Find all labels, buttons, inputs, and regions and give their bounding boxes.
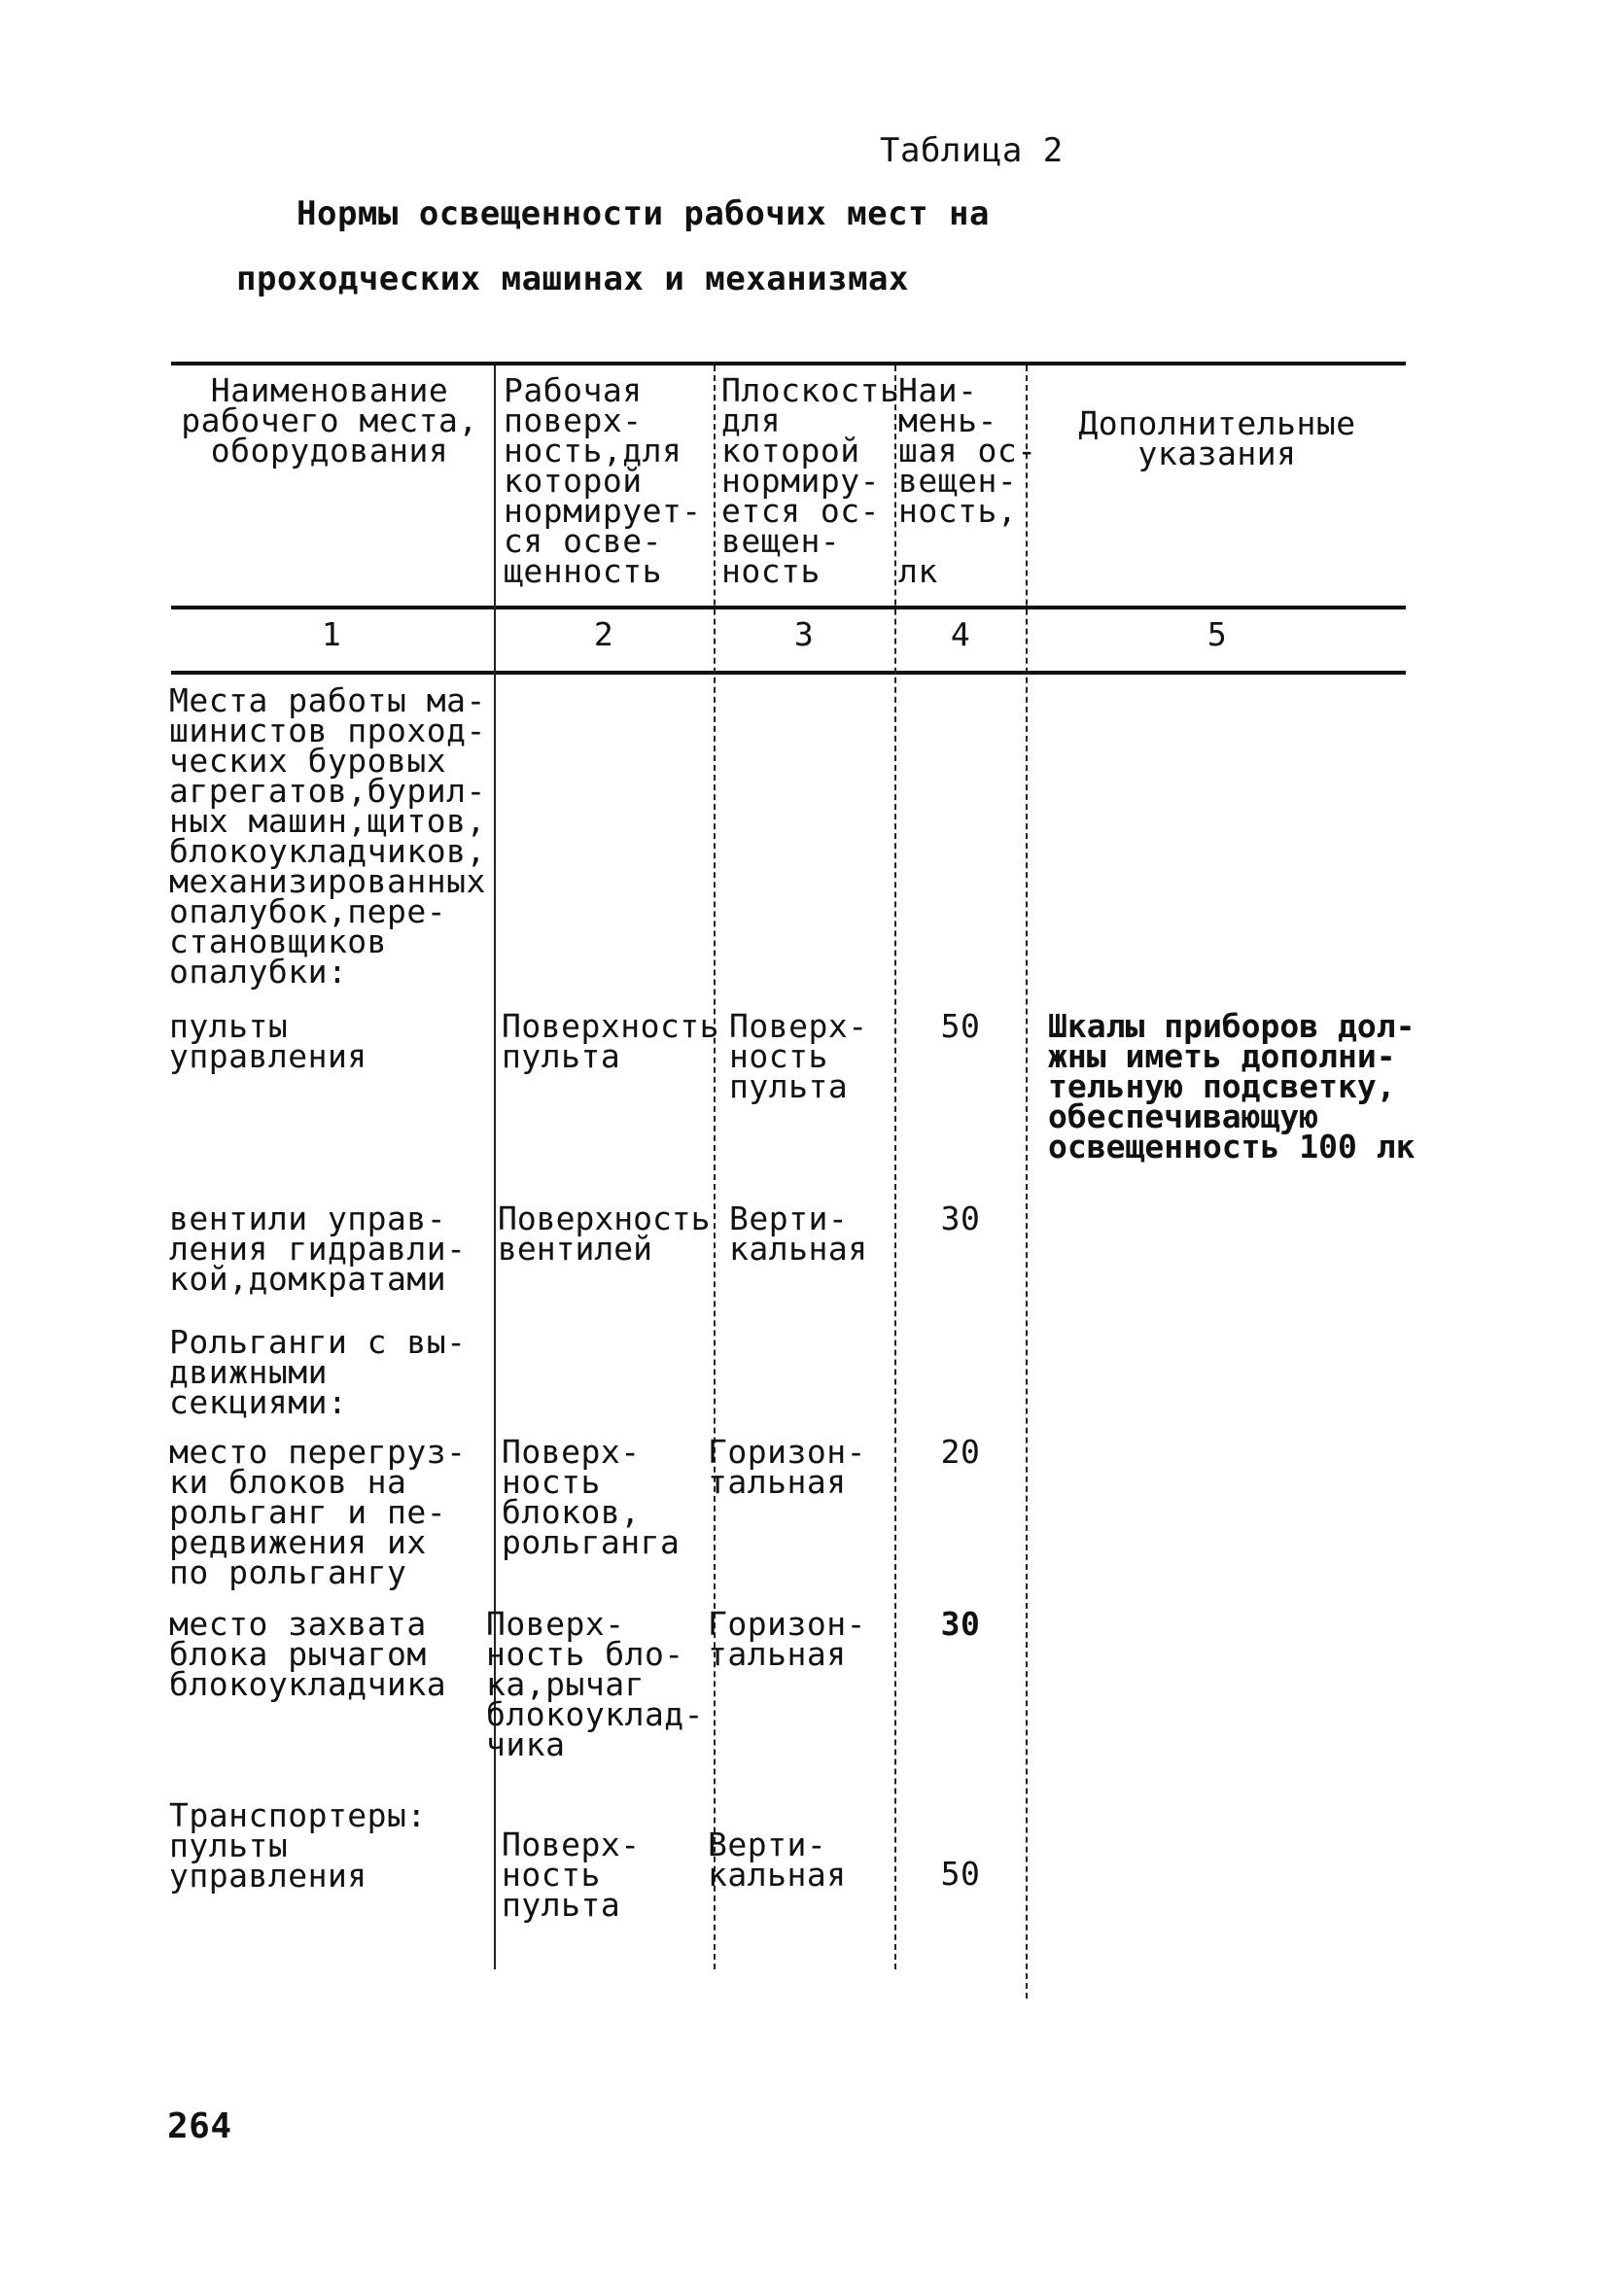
table-row-2-lux: 30: [940, 1200, 981, 1237]
table-row-0-name: Места работы ма- шинистов проход- ческих буровых агрегатов,бурил- ных машин,щитов, блокоукладчиков, механизированных опалубок,пере- становщиков опалубки:: [169, 681, 486, 991]
table-row-5-lux: 30: [940, 1605, 981, 1643]
table-row-2-name: вентили управ- ления гидравли- кой,домкратами: [169, 1200, 467, 1298]
header-col-3: Плоскость для которой нормиру- ется ос- вещен- ность: [721, 371, 900, 590]
table-title-line2: проходческих машинах и механизмах: [236, 260, 910, 298]
table-row-4-name: место перегруз- ки блоков на рольганг и пе- редвижения их по рольгангу: [169, 1433, 467, 1591]
header-col-5: Дополнительные указания: [1078, 404, 1356, 472]
column-number-5: 5: [1206, 615, 1228, 653]
header-col-2: Рабочая поверх- ность,для которой нормирует- ся осве- щенность: [504, 371, 702, 590]
table-row-1-name: пульты управления: [169, 1007, 367, 1075]
table-row-1-surface: Поверхность пульта: [502, 1007, 720, 1075]
table-row-6-surface: Поверх- ность пульта: [502, 1826, 641, 1924]
column-number-rule: [171, 671, 1406, 675]
table-row-2-surface: Поверхность вентилей: [498, 1200, 711, 1268]
header-bottom-rule: [171, 606, 1406, 609]
table-title-line1: Нормы освещенности рабочих мест на: [297, 194, 990, 233]
header-col-4: Наи- мень- шая ос- вещен- ность, лк: [898, 371, 1037, 590]
column-number-1: 1: [321, 615, 342, 653]
table-row-1-notes: Шкалы приборов дол- жны иметь дополни- тельную подсветку, обеспечивающую освещенность 100 лк: [1048, 1007, 1416, 1165]
table-row-2-plane: Верти- кальная: [729, 1200, 868, 1268]
table-row-4-surface: Поверх- ность блоков, рольганга: [502, 1433, 681, 1561]
column-number-2: 2: [593, 615, 614, 653]
table-row-3-name: Рольганги с вы- движными секциями:: [169, 1323, 467, 1421]
table-row-4-plane: Горизон- тальная: [708, 1433, 866, 1501]
table-top-rule: [171, 362, 1406, 365]
table-row-5-plane: Горизон- тальная: [708, 1605, 866, 1673]
table-row-6-lux: 50: [940, 1855, 981, 1893]
table-row-1-plane: Поверх- ность пульта: [729, 1007, 868, 1105]
column-divider-3: [894, 365, 896, 1969]
table-row-4-lux: 20: [940, 1433, 981, 1471]
page-number: 264: [167, 2106, 232, 2146]
table-row-5-name: место захвата блока рычагом блокоукладчика: [169, 1605, 447, 1703]
table-row-5-surface: Поверх- ность бло- ка,рычаг блокоуклад- чика: [486, 1605, 705, 1763]
column-divider-4: [1026, 365, 1028, 1999]
table-label: Таблица 2: [880, 131, 1064, 170]
table-row-1-lux: 50: [940, 1007, 981, 1045]
column-number-4: 4: [950, 615, 971, 653]
column-divider-2: [714, 365, 716, 1969]
table-row-6-plane: Верти- кальная: [708, 1826, 847, 1894]
header-col-1: Наименование рабочего места, оборудования: [181, 371, 478, 470]
table-row-6-name: Транспортеры: пульты управления: [169, 1796, 427, 1895]
column-number-3: 3: [793, 615, 815, 653]
